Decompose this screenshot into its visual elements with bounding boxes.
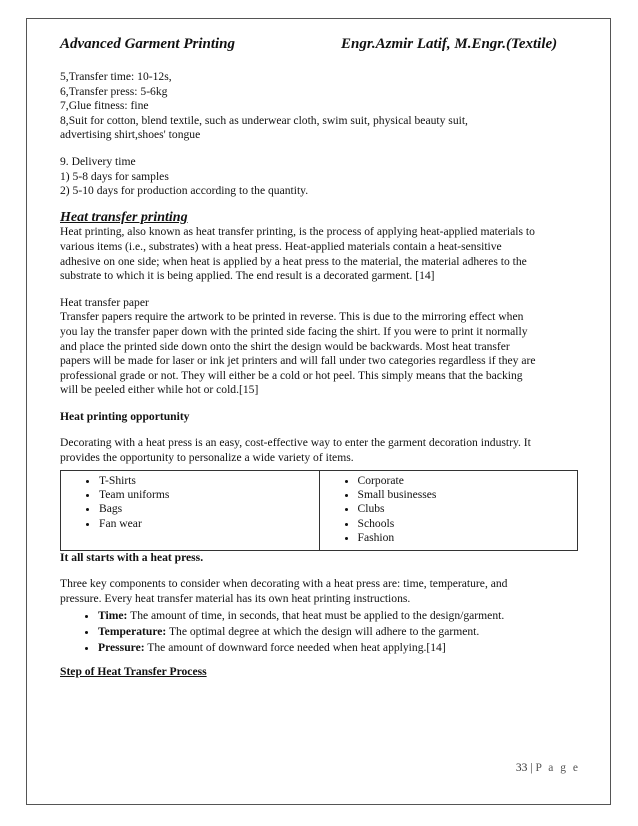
items-table-right-cell xyxy=(319,470,578,550)
list-item: • Fashion xyxy=(358,531,578,545)
paragraph-line: will be peeled either while hot or cold.[15] xyxy=(60,383,259,397)
delivery-line: 2) 5-10 days for production according to the quantity. xyxy=(60,184,309,198)
paragraph-line: Transfer papers require the artwork to be printed in reverse. This is due to the mirroring effect when xyxy=(60,310,524,324)
spec-line: 8,Suit for cotton, blend textile, such as underwear cloth, swim suit, physical beauty suit, xyxy=(60,113,468,127)
spec-line: 5,Transfer time: 10-12s, xyxy=(60,70,172,83)
paragraph-line: Heat printing, also known as heat transfer printing, is the process of applying heat-applied materials to xyxy=(60,225,535,239)
delivery-section xyxy=(60,155,580,199)
paragraph-line: Three key components to consider when decorating with a heat press are: time, temperature, and xyxy=(60,577,508,591)
page-number: 33 xyxy=(515,762,528,774)
paragraph-line: papers will be made for laser or ink jet printers and will fall under two categories regardless if they are xyxy=(60,354,536,368)
list-item: • Fan wear xyxy=(99,517,319,531)
section-heading-heat-press: It all starts with a heat press. xyxy=(60,550,204,564)
list-item: • Corporate xyxy=(358,474,578,488)
list-item: • Team uniforms xyxy=(99,488,319,502)
items-table xyxy=(60,470,578,551)
spec-line: 6,Transfer press: 5-6kg xyxy=(60,84,168,98)
list-item: • Clubs xyxy=(358,502,578,516)
delivery-title: 9. Delivery time xyxy=(60,154,136,168)
heat-transfer-paragraph xyxy=(60,225,580,283)
paragraph-line: substrate to which it is being applied. The end result is a decorated garment. [14] xyxy=(60,269,435,283)
component-desc: The optimal degree at which the design will adhere to the garment. xyxy=(166,625,480,639)
component-term: Temperature: xyxy=(98,625,167,639)
paragraph-line: Decorating with a heat press is an easy, cost-effective way to enter the garment decoration industry. It xyxy=(60,436,531,450)
heat-press-paragraph xyxy=(60,577,580,606)
spec-list xyxy=(60,70,580,143)
section-heading-heat-transfer: Heat transfer printing xyxy=(60,209,188,225)
paragraph-line: you lay the transfer paper down with the printed side facing the shirt. If you were to print it normally xyxy=(60,324,528,338)
list-item: • T-Shirts xyxy=(99,474,319,488)
delivery-line: 1) 5-8 days for samples xyxy=(60,169,169,183)
page-separator: | xyxy=(527,762,536,774)
paragraph-line: pressure. Every heat transfer material has its own heat printing instructions. xyxy=(60,591,411,605)
transfer-paper-title: Heat transfer paper xyxy=(60,295,149,309)
header-author: Engr.Azmir Latif, M.Engr.(Textile) xyxy=(341,36,558,52)
component-term: Time: xyxy=(98,609,128,623)
list-item xyxy=(98,640,580,656)
items-table-left-cell xyxy=(61,470,320,550)
component-desc: The amount of downward force needed when heat applying.[14] xyxy=(144,641,446,655)
page-label: P a g e xyxy=(535,762,580,774)
spec-line: advertising shirt,shoes' tongue xyxy=(60,128,201,142)
section-heading-opportunity: Heat printing opportunity xyxy=(60,409,190,423)
list-item: • Schools xyxy=(358,517,578,531)
transfer-paper-section xyxy=(60,296,580,398)
page-content xyxy=(60,70,580,680)
paragraph-line: professional grade or not. They will either be a cold or hot peel. This simply means that the backing xyxy=(60,368,523,382)
spec-line: 7,Glue fitness: fine xyxy=(60,99,149,113)
paragraph-line: various items (i.e., substrates) with a heat press. Heat-applied materials contain a heat-sensitive xyxy=(60,239,502,253)
list-item xyxy=(98,608,580,624)
section-heading-steps: Step of Heat Transfer Process xyxy=(60,665,207,679)
key-components-list xyxy=(60,608,580,656)
page-footer xyxy=(470,762,580,774)
opportunity-paragraph xyxy=(60,436,580,465)
header-course-title: Advanced Garment Printing xyxy=(60,36,236,52)
paragraph-line: provides the opportunity to personalize a wide variety of items. xyxy=(60,451,354,465)
paragraph-line: adhesive on one side; when heat is applied by a heat press to the material, the material adheres to the xyxy=(60,254,527,268)
component-desc: The amount of time, in seconds, that heat must be applied to the design/garment. xyxy=(127,609,505,623)
list-item: • Small businesses xyxy=(358,488,578,502)
component-term: Pressure: xyxy=(98,641,145,655)
list-item xyxy=(98,624,580,640)
list-item: • Bags xyxy=(99,502,319,516)
paragraph-line: and place the printed side down onto the shirt the design would be backwards. Most heat transfer xyxy=(60,339,510,353)
